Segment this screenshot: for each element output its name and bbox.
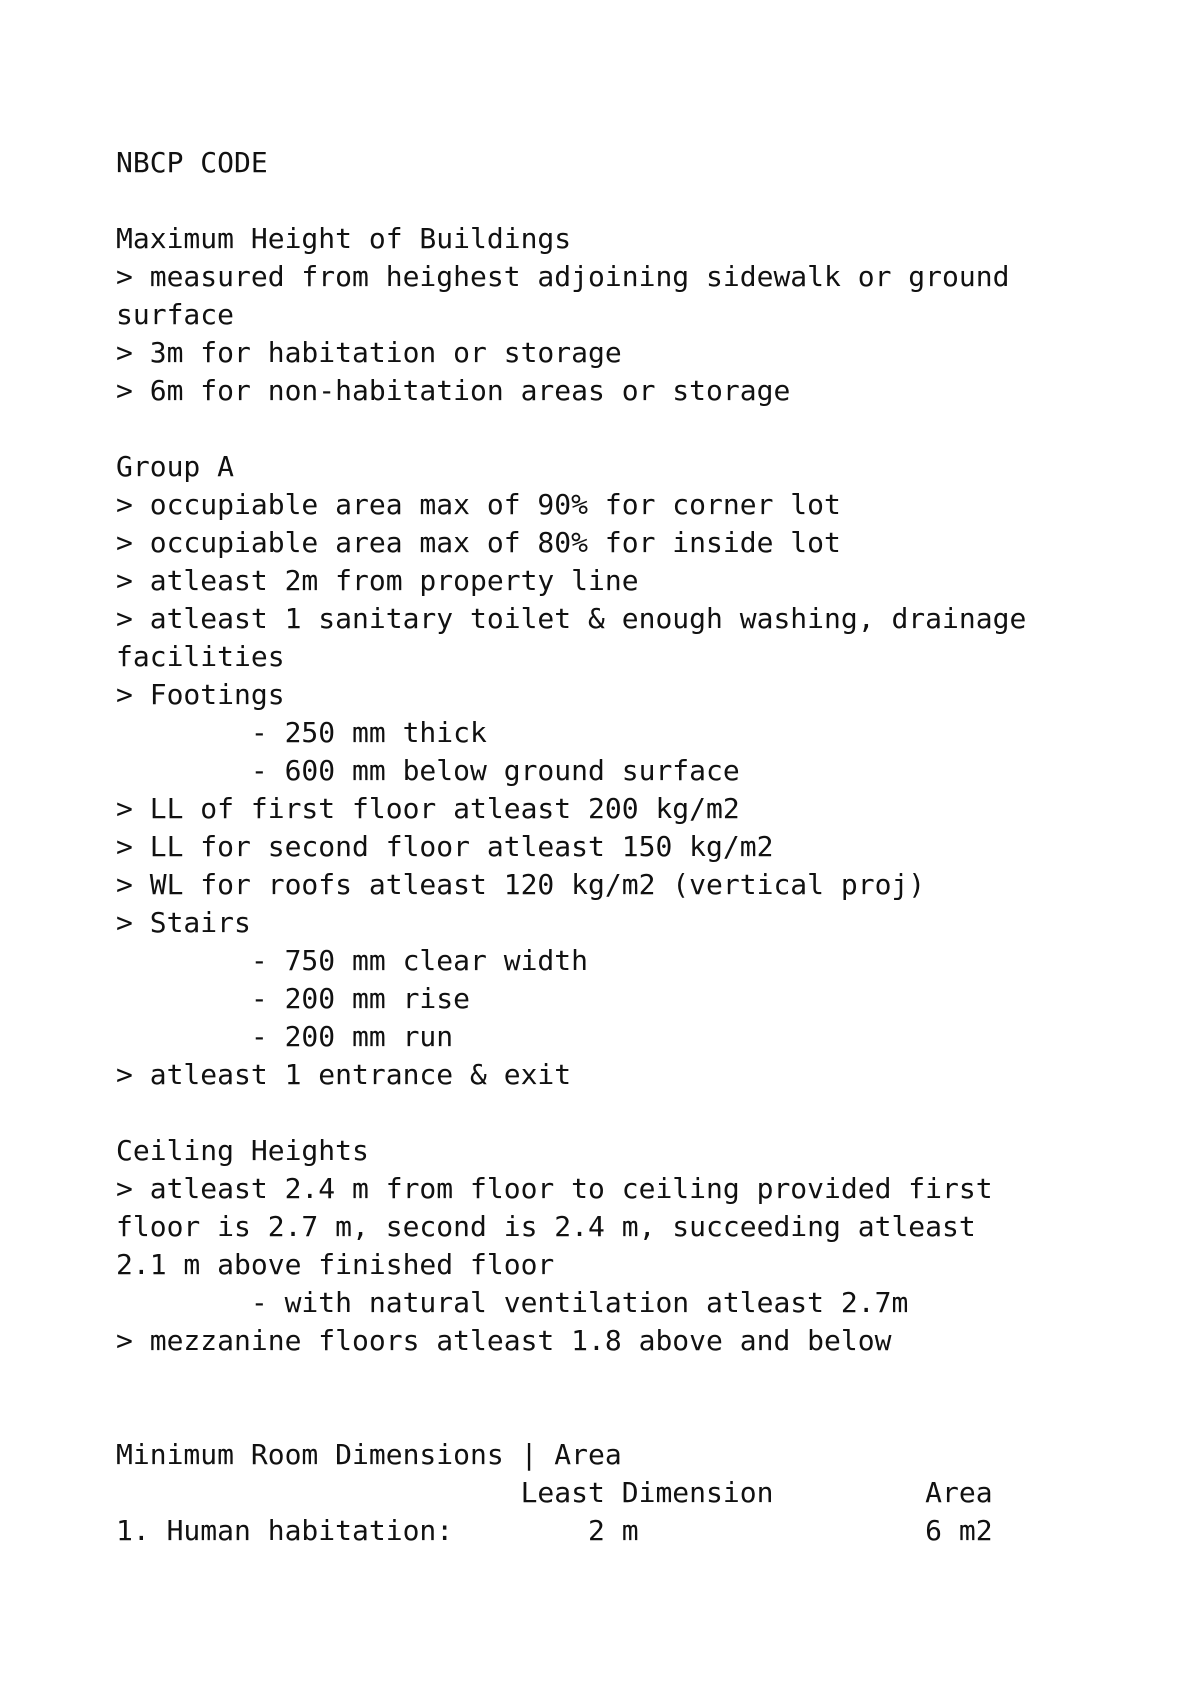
max-height-line: surface bbox=[116, 298, 235, 331]
group-a-line: > atleast 1 entrance & exit bbox=[116, 1058, 572, 1091]
group-a-line: - 750 mm clear width bbox=[116, 944, 589, 977]
room-dims-columns: Least Dimension Area bbox=[116, 1476, 993, 1509]
group-a-line: - 200 mm rise bbox=[116, 982, 471, 1015]
ceiling-line: > mezzanine floors atleast 1.8 above and below bbox=[116, 1324, 892, 1357]
spacer bbox=[116, 1360, 1116, 1436]
max-height-line: > 3m for habitation or storage bbox=[116, 336, 622, 369]
spacer bbox=[116, 182, 1116, 220]
group-a-line: > LL for second floor atleast 150 kg/m2 bbox=[116, 830, 774, 863]
ceiling-line: - with natural ventilation atleast 2.7m bbox=[116, 1286, 909, 1319]
spacer bbox=[116, 410, 1116, 448]
spacer bbox=[116, 1094, 1116, 1132]
document-body bbox=[116, 144, 1116, 1550]
group-a-line: > atleast 2m from property line bbox=[116, 564, 639, 597]
group-a-line: > LL of first floor atleast 200 kg/m2 bbox=[116, 792, 740, 825]
max-height-line: > 6m for non-habitation areas or storage bbox=[116, 374, 791, 407]
document-title: NBCP CODE bbox=[116, 146, 268, 179]
group-a-line: > WL for roofs atleast 120 kg/m2 (vertical proj) bbox=[116, 868, 926, 901]
group-a-line: - 600 mm below ground surface bbox=[116, 754, 740, 787]
max-height-line: > measured from heighest adjoining sidewalk or ground bbox=[116, 260, 1010, 293]
ceiling-heading: Ceiling Heights bbox=[116, 1134, 369, 1167]
group-a-line: - 250 mm thick bbox=[116, 716, 487, 749]
group-a-heading: Group A bbox=[116, 450, 235, 483]
group-a-line: > occupiable area max of 80% for inside lot bbox=[116, 526, 841, 559]
ceiling-line: 2.1 m above finished floor bbox=[116, 1248, 555, 1281]
group-a-line: > atleast 1 sanitary toilet & enough washing, drainage bbox=[116, 602, 1027, 635]
group-a-line: - 200 mm run bbox=[116, 1020, 454, 1053]
ceiling-line: > atleast 2.4 m from floor to ceiling provided first bbox=[116, 1172, 993, 1205]
room-dims-row: 1. Human habitation: 2 m 6 m2 bbox=[116, 1514, 993, 1547]
group-a-line: > Footings bbox=[116, 678, 285, 711]
ceiling-line: floor is 2.7 m, second is 2.4 m, succeeding atleast bbox=[116, 1210, 976, 1243]
group-a-line: facilities bbox=[116, 640, 285, 673]
max-height-heading: Maximum Height of Buildings bbox=[116, 222, 572, 255]
room-dims-heading: Minimum Room Dimensions | Area bbox=[116, 1438, 622, 1471]
group-a-line: > occupiable area max of 90% for corner lot bbox=[116, 488, 841, 521]
group-a-line: > Stairs bbox=[116, 906, 251, 939]
